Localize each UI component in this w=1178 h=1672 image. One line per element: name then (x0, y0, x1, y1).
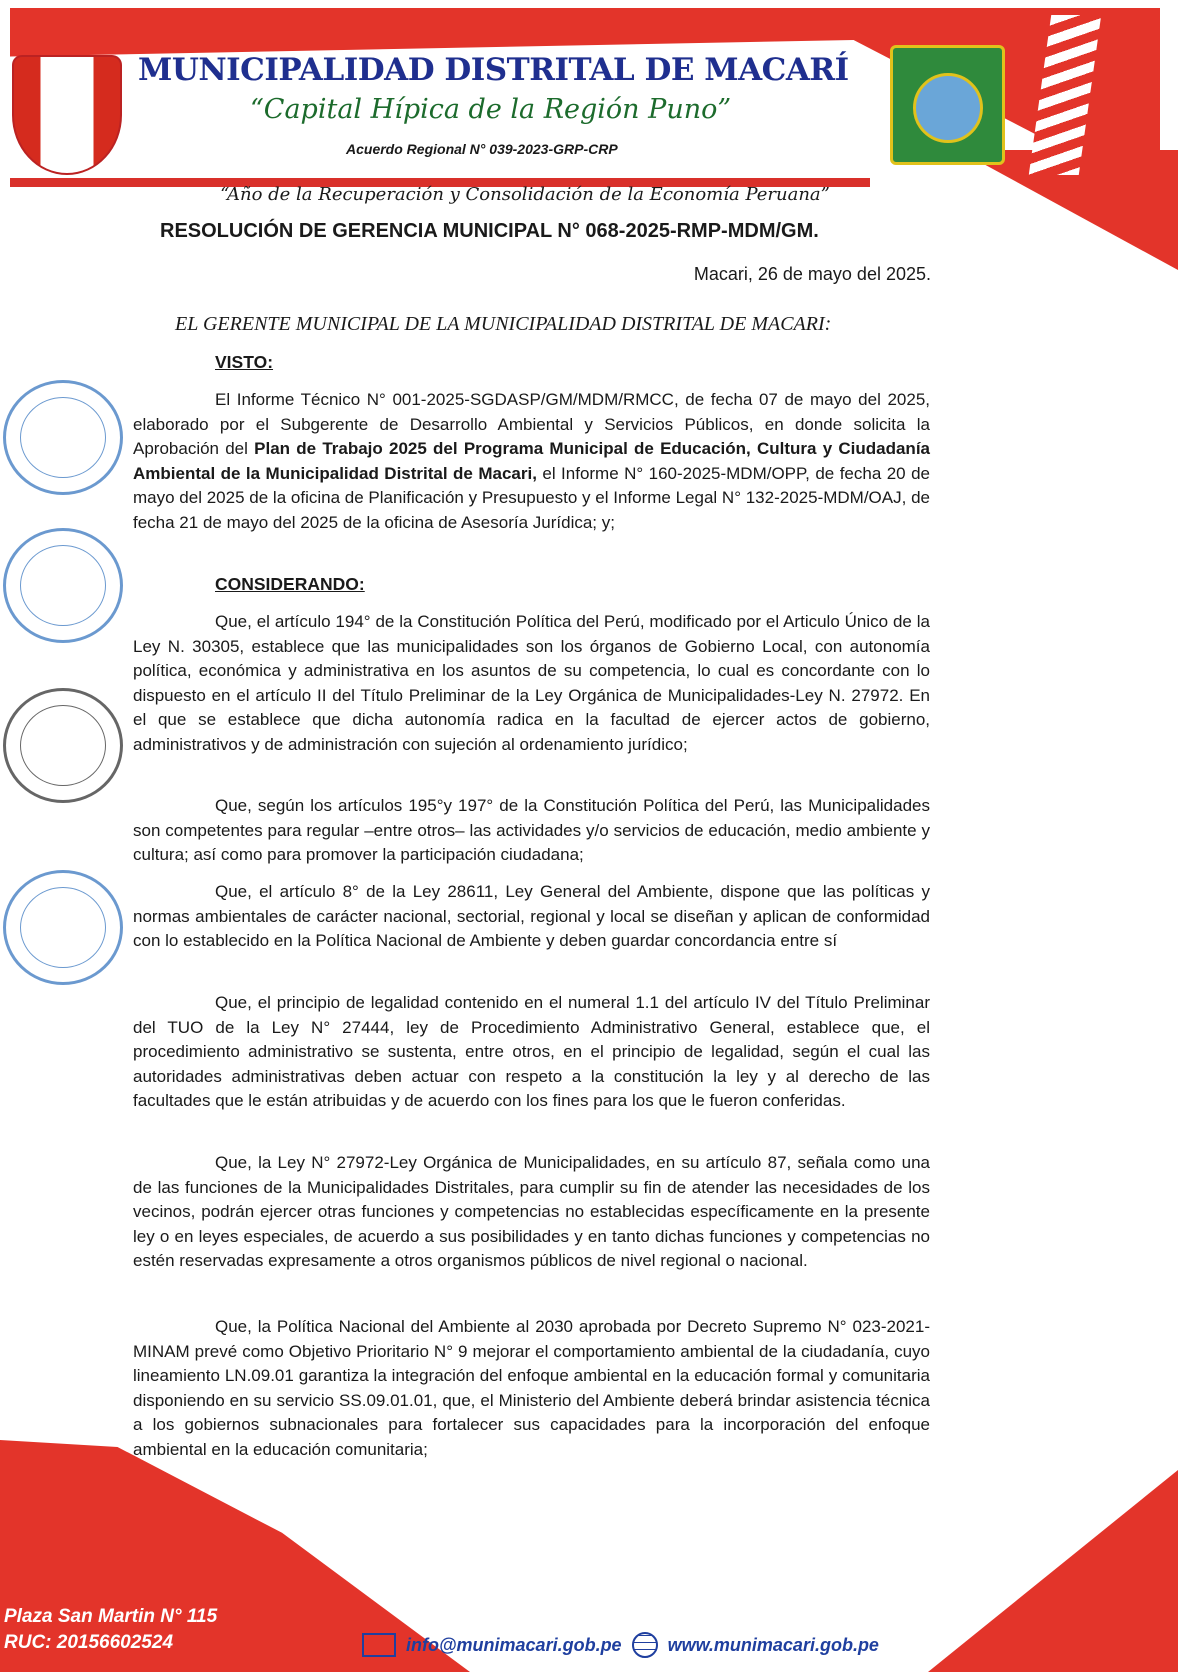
considerando-paragraph: Que, la Ley N° 27972-Ley Orgánica de Municipalidades, en su artículo 87, señala como una de las funciones de la Municipalidades Distritales, para cumplir su fin de atender las necesidades de los vecinos, podrán ejercer otras funciones y competencias no establecidas específicamente en la presente ley o en leyes especiales, de acuerdo a sus posibilidades y en tanto dichas funciones y competencias no estén reservadas expresamente a otros organismos públicos de nivel regional o nacional. (133, 1153, 930, 1271)
regional-agreement: Acuerdo Regional N° 039-2023-GRP-CRP (346, 141, 618, 157)
considerando-paragraph: Que, el artículo 194° de la Constitución Política del Perú, modificado por el Articulo Único de la Ley N. 30305, establece que las municipalidades son los órganos de Gobierno Local, con autonomía política, económica y administrativa en los asuntos de su competencia, lo cual es concordante con lo dispuesto en el artículo II del Título Preliminar de la Ley Orgánica de Municipalidades-Ley N. 27972. En el que se establece que dicha autonomía radica en la facultad de ejercer actos de gobierno, administrativos y de administración con sujeción al ordenamiento jurídico; (133, 612, 930, 754)
peru-coat-of-arms-icon (12, 55, 122, 175)
ruc-text: RUC: 20156602524 (4, 1632, 174, 1653)
macari-coat-of-arms-icon (890, 45, 1005, 165)
address-text: Plaza San Martin N° 115 (4, 1606, 218, 1627)
plan-title: Plan de Trabajo 2025 del Programa Municipal de Educación, Cultura y Ciudadanía Ambiental de la Municipalidad Distrital de Macari, (133, 439, 930, 483)
footer-contact (362, 1632, 879, 1658)
considerando-paragraph: Que, el artículo 8° de la Ley 28611, Ley General del Ambiente, dispone que las políticas y normas ambientales de carácter nacional, sectorial, regional y local se diseñan y aplican de conformidad con lo establecido en la Política Nacional de Ambiente y deben guardar concordancia entre sí (133, 882, 930, 951)
visto-bueno-stamp-icon (3, 528, 123, 643)
considerando-paragraph: Que, la Política Nacional del Ambiente al 2030 aprobada por Decreto Supremo N° 023-2021-MINAM prevé como Objetivo Prioritario N° 9 mejorar el comportamiento ambiental de la ciudadanía, cuyo lineamiento LN.09.01 garantiza la integración del enfoque ambiental en la educación formal y comunitaria disponiendo en su servicio SS.09.01.01, que, el Ministerio del Ambiente deberá brindar asistencia técnica a los gobiernos subnacionales para fortalecer sus capacidades para la incorporación del enfoque ambiental en la educación comunitaria; (133, 1317, 930, 1459)
planificacion-stamp-icon (3, 688, 123, 803)
email-link[interactable]: info@munimacari.gob.pe (406, 1634, 622, 1655)
visto-heading: VISTO: (215, 352, 274, 372)
considerando-paragraph: Que, el principio de legalidad contenido en el numeral 1.1 del artículo IV del Título Preliminar del TUO de la Ley N° 27444, ley de Procedimiento Administrativo General, establece que, el procedimiento administrativo se sustenta, entre otros, en el principio de legalidad, según el cual las autoridades administrativas deben actuar con respeto a la constitución la ley y al derecho de las facultades que le están atribuidas y de acuerdo con los fines para los que le fueron conferidas. (133, 993, 930, 1111)
addressee: EL GERENTE MUNICIPAL DE LA MUNICIPALIDAD DISTRITAL DE MACARI: (175, 313, 832, 335)
visto-text: El Informe Técnico N° 001-2025-SGDASP/GM/MDM/RMCC, de fecha 07 de mayo del 2025, elaborado por el Subgerente de Desarrollo Ambiental y Servicios Públicos, en donde solicita la Aprobación del (133, 390, 930, 459)
visto-text-cont: el Informe N° 160-2025-MDM/OPP, de fecha 20 de mayo del 2025 de la oficina de Planificación y Presupuesto y el Informe Legal N° 132-2025-MDM/OAJ, de fecha 21 de mayo del 2025 de la oficina de Asesoría Jurídica; y; (133, 463, 930, 532)
considerando-paragraph: Que, según los artículos 195°y 197° de la Constitución Política del Perú, las Municipalidades son competentes para regular –entre otros– las actividades y/o servicios de educación, medio ambiente y cultura; así como para promover la participación ciudadana; (133, 796, 930, 865)
email-icon (362, 1633, 396, 1657)
visto-paragraph (133, 388, 930, 536)
subgerencia-stamp-icon (3, 870, 123, 985)
municipality-title: MUNICIPALIDAD DISTRITAL DE MACARÍ (138, 52, 849, 88)
resolution-title: RESOLUCIÓN DE GERENCIA MUNICIPAL N° 068-2025-RMP-MDM/GM. (160, 220, 819, 242)
globe-icon (632, 1632, 658, 1658)
document-date: Macari, 26 de mayo del 2025. (693, 264, 931, 284)
footer-red-corner (928, 1470, 1178, 1672)
year-motto: “Año de la Recuperación y Consolidación de la Economía Peruana” (220, 184, 830, 205)
considerando-heading: CONSIDERANDO: (215, 574, 365, 594)
website-link[interactable]: www.munimacari.gob.pe (667, 1634, 879, 1655)
footer-address (4, 1604, 217, 1656)
municipality-slogan: “Capital Hípica de la Región Puno” (250, 94, 732, 125)
gerencia-stamp-icon (3, 380, 123, 495)
